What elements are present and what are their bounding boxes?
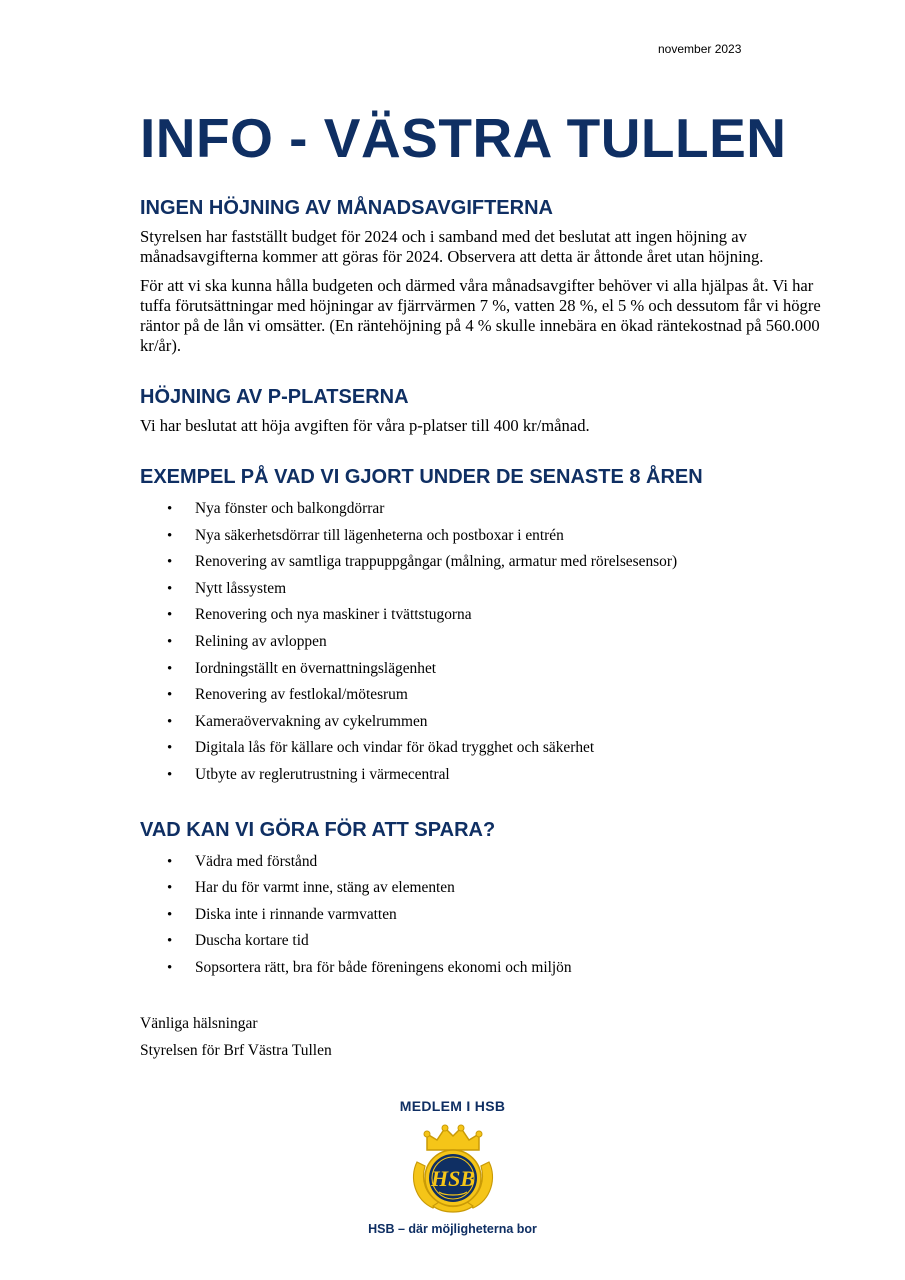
hsb-logo bbox=[403, 1120, 503, 1216]
list-item: • Diska inte i rinnande varmvatten bbox=[140, 902, 830, 929]
page-title: INFO - VÄSTRA TULLEN bbox=[140, 107, 787, 169]
list-item: • Nytt låssystem bbox=[140, 576, 830, 603]
section-save bbox=[140, 818, 830, 982]
section-fees bbox=[140, 196, 830, 356]
section-fees-paragraph-2: För att vi ska kunna hålla budgeten och därmed våra månadsavgifter behöver vi alla hjälpas åt. Vi har tuffa förutsättningar med höjningar av fjärrvärmen 7 %, vatten 28 %, el 5 % och dessutom får vi högre räntor på de lån vi omsätter. (En räntehöjning på 4 % skulle innebära en ökad räntekostnad på 560.000 kr/år). bbox=[140, 276, 821, 355]
signoff bbox=[140, 1010, 830, 1064]
hsb-tagline: HSB – där möjligheterna bor bbox=[368, 1222, 537, 1236]
list-item: • Nya säkerhetsdörrar till lägenheterna och postboxar i entrén bbox=[140, 523, 830, 550]
section-done bbox=[140, 465, 830, 789]
list-item: • Renovering av samtliga trappuppgångar (målning, armatur med rörelsesensor) bbox=[140, 549, 830, 576]
section-save-heading: VAD KAN VI GÖRA FÖR ATT SPARA? bbox=[140, 818, 496, 841]
list-item: • Utbyte av reglerutrustning i värmecentral bbox=[140, 762, 830, 789]
list-item: • Har du för varmt inne, stäng av elementen bbox=[140, 875, 830, 902]
document-date: november 2023 bbox=[658, 42, 742, 56]
list-item: • Nya fönster och balkongdörrar bbox=[140, 496, 830, 523]
list-item: • Renovering av festlokal/mötesrum bbox=[140, 682, 830, 709]
signoff-sender: Styrelsen för Brf Västra Tullen bbox=[140, 1041, 332, 1059]
list-item: • Relining av avloppen bbox=[140, 629, 830, 656]
list-item: • Renovering och nya maskiner i tvättstugorna bbox=[140, 602, 830, 629]
document-body bbox=[140, 196, 830, 1064]
section-parking-heading: HÖJNING AV P-PLATSERNA bbox=[140, 386, 409, 408]
signoff-greeting: Vänliga hälsningar bbox=[140, 1014, 258, 1032]
done-list bbox=[140, 496, 830, 789]
list-item: • Iordningställt en övernattningslägenhet bbox=[140, 656, 830, 683]
section-done-heading: EXEMPEL PÅ VAD VI GJORT UNDER DE SENASTE 8 ÅREN bbox=[140, 466, 703, 488]
section-parking-paragraph: Vi har beslutat att höja avgiften för våra p-platser till 400 kr/månad. bbox=[140, 416, 590, 435]
list-item: • Kameraövervakning av cykelrummen bbox=[140, 709, 830, 736]
section-parking bbox=[140, 385, 830, 436]
list-item: • Vädra med förstånd bbox=[140, 849, 830, 876]
list-item: • Digitala lås för källare och vindar för ökad trygghet och säkerhet bbox=[140, 735, 830, 762]
hsb-footer bbox=[360, 1098, 545, 1236]
hsb-logo-text: HSB bbox=[430, 1166, 475, 1191]
section-fees-heading: INGEN HÖJNING AV MÅNADSAVGIFTERNA bbox=[140, 197, 553, 219]
list-item: • Sopsortera rätt, bra för både föreningens ekonomi och miljön bbox=[140, 955, 830, 982]
save-list bbox=[140, 849, 830, 982]
list-item: • Duscha kortare tid bbox=[140, 928, 830, 955]
hsb-member-label: MEDLEM I HSB bbox=[399, 1098, 506, 1114]
section-fees-paragraph-1: Styrelsen har fastställt budget för 2024 och i samband med det beslutat att ingen höjning av månadsavgifterna kommer att göras för 2024. Observera att detta är åttonde året utan höjning. bbox=[140, 227, 764, 266]
